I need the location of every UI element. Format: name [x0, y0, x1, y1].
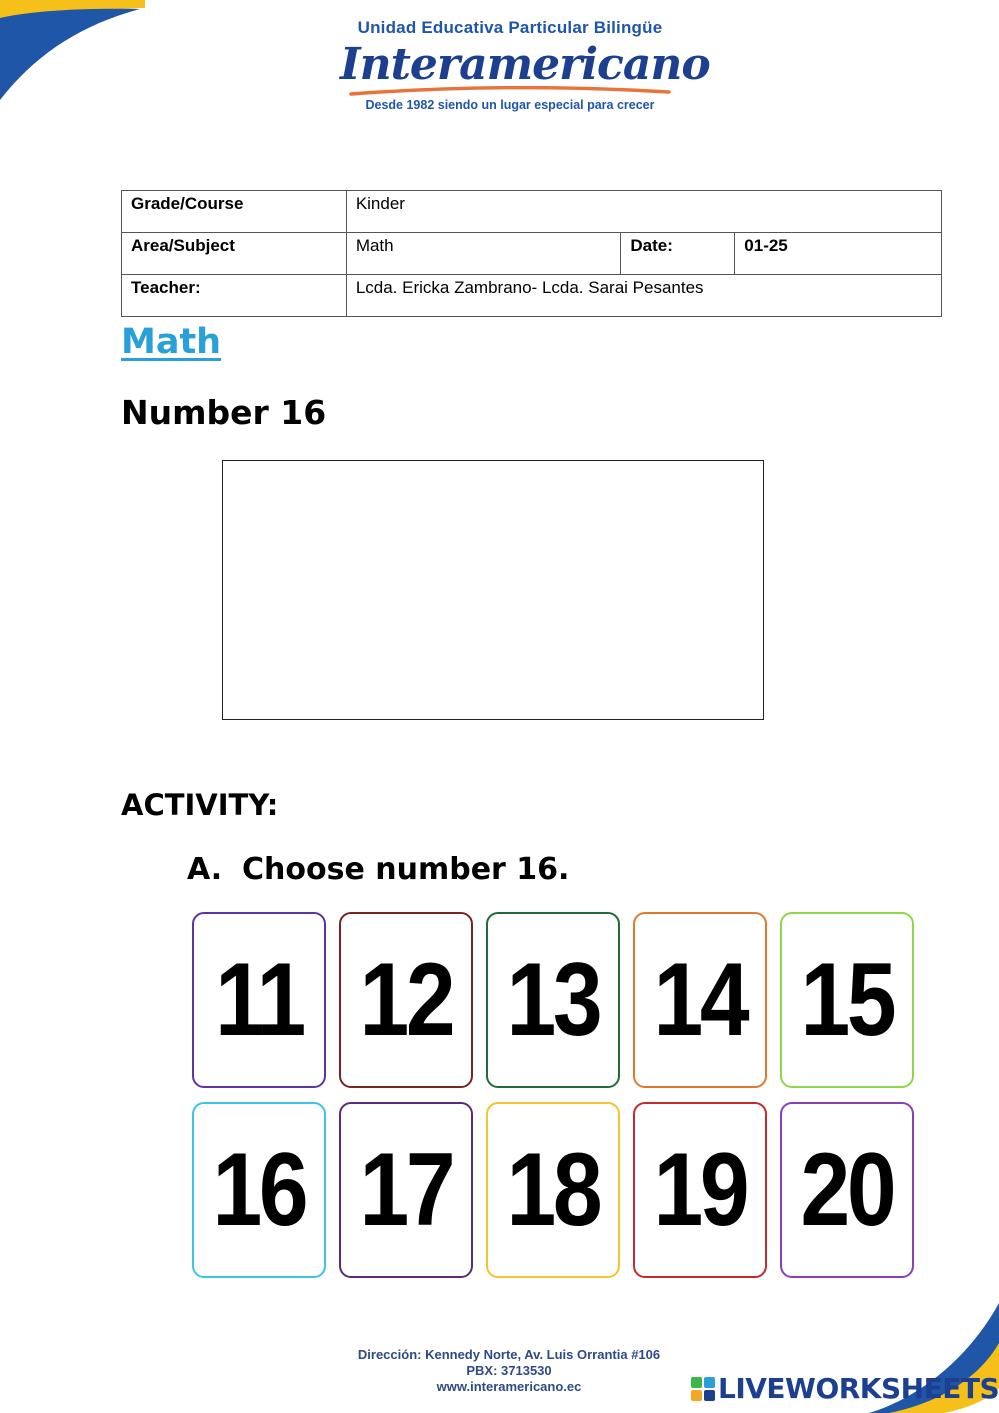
card-number: 14 [653, 941, 747, 1058]
number-heading: Number 16 [121, 393, 327, 432]
grade-label: Grade/Course [122, 191, 347, 233]
school-name: Interamericano [340, 39, 710, 90]
number-card-14[interactable] [633, 912, 767, 1088]
number-card-15[interactable] [780, 912, 914, 1088]
activity-instruction [187, 852, 569, 887]
date-label: Date: [621, 233, 735, 275]
corner-decoration-top-left [0, 0, 145, 100]
card-number: 11 [215, 941, 303, 1058]
number-card-grid [192, 912, 922, 1282]
instruction-text: Choose number 16. [242, 852, 570, 887]
card-number: 18 [506, 1131, 600, 1248]
info-table [121, 190, 942, 317]
subject-title: Math [121, 322, 222, 362]
liveworksheets-label: LIVEWORKSHEETS [718, 1372, 999, 1405]
teacher-value: Lcda. Ericka Zambrano- Lcda. Sarai Pesantes [346, 275, 941, 317]
card-number: 19 [653, 1131, 747, 1248]
number-card-13[interactable] [486, 912, 620, 1088]
school-subtitle: Unidad Educativa Particular Bilingüe [357, 18, 663, 37]
table-row [122, 275, 942, 317]
school-logo [340, 18, 710, 112]
card-number: 13 [506, 941, 600, 1058]
number-card-20[interactable] [780, 1102, 914, 1278]
number-card-19[interactable] [633, 1102, 767, 1278]
card-number: 15 [800, 941, 894, 1058]
liveworksheets-watermark [691, 1372, 999, 1405]
drawing-box[interactable] [222, 460, 764, 720]
instruction-letter: A. [187, 852, 223, 887]
number-card-12[interactable] [339, 912, 473, 1088]
card-number: 20 [800, 1131, 894, 1248]
card-number: 16 [212, 1131, 306, 1248]
card-number: 17 [359, 1131, 453, 1248]
table-row [122, 191, 942, 233]
card-number: 12 [359, 941, 453, 1058]
number-card-17[interactable] [339, 1102, 473, 1278]
footer-contact [300, 1347, 718, 1395]
school-motto: Desde 1982 siendo un lugar especial para crecer [365, 98, 655, 112]
teacher-label: Teacher: [122, 275, 347, 317]
number-card-11[interactable] [192, 912, 326, 1088]
footer-website[interactable]: www.interamericano.ec [436, 1379, 582, 1394]
grade-value: Kinder [346, 191, 941, 233]
footer-phone: PBX: 3713530 [466, 1363, 552, 1378]
footer-address: Dirección: Kennedy Norte, Av. Luis Orrantia #106 [357, 1347, 661, 1362]
table-row [122, 233, 942, 275]
liveworksheets-logo-icon [691, 1377, 715, 1401]
activity-heading: ACTIVITY: [121, 788, 279, 822]
area-value: Math [346, 233, 621, 275]
number-card-18[interactable] [486, 1102, 620, 1278]
number-card-16[interactable] [192, 1102, 326, 1278]
date-value: 01-25 [735, 233, 942, 275]
area-label: Area/Subject [122, 233, 347, 275]
